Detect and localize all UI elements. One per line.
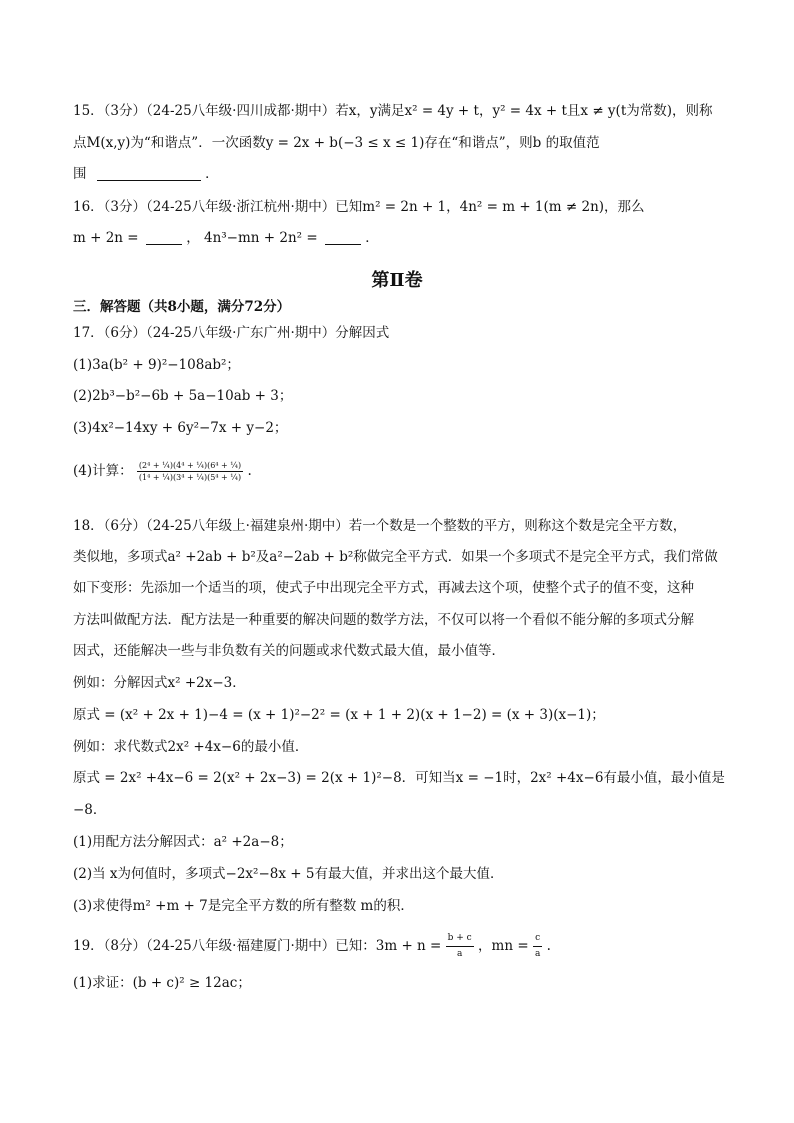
q16-line-1: 16．（3分）（24-25八年级·浙江杭州·期中）已知m² = 2n + 1，4n² = m + 1(m ≠ 2n)，那么: [73, 199, 645, 215]
q17-fraction: [137, 460, 243, 483]
section-title: 第Ⅱ卷: [371, 270, 423, 291]
q18-example-1: 例如：分解因式x² +2x−3．: [73, 675, 246, 691]
q19-end: .: [546, 938, 551, 954]
q18-line-3: 如下变形：先添加一个适当的项，使式子中出现完全平方式，再减去这个项，使整个式子的值不变，这种: [73, 580, 694, 596]
section-header: 三．解答题（共8小题，满分72分）: [73, 299, 291, 315]
q17-part-2: (2)2b³−b²−6b + 5a−10ab + 3；: [73, 388, 293, 404]
q16-answer-blank-2[interactable]: [325, 230, 361, 245]
q17-part-4: [73, 456, 733, 486]
q17-fraction-numerator: (2⁴ + ¼)(4⁴ + ¼)(6⁴ + ¼): [138, 461, 242, 470]
q19-fraction-1: [446, 931, 474, 962]
q15-answer-blank[interactable]: [97, 166, 201, 181]
q17-line-1: 17．（6分）（24-25八年级·广东广州·期中）分解因式: [73, 325, 390, 341]
q18-example-2-result: −8．: [73, 802, 107, 818]
q19-fraction-1-numerator: b + c: [446, 931, 474, 947]
q16-line-2: [73, 228, 733, 248]
q19-fraction-1-denominator: a: [457, 949, 463, 959]
q15-text-suffix: ．: [205, 166, 219, 182]
q16-separator: ，: [186, 230, 200, 246]
q19-fraction-2-denominator: a: [534, 949, 541, 959]
q17-part-4-end: .: [247, 463, 252, 479]
q18-example-1-solution: 原式 = (x² + 2x + 1)−4 = (x + 1)²−2² = (x + 1 + 2)(x + 1−2) = (x + 3)(x−1)；: [73, 707, 605, 723]
q18-line-2: 类似地，多项式a² +2ab + b²及a²−2ab + b²称做完全平方式．如果一个多项式不是完全平方式，我们常做: [73, 549, 718, 565]
q16-expr-1: m + 2n =: [73, 230, 139, 246]
q18-line-4: 方法叫做配方法．配方法是一种重要的解决问题的数学方法，不仅可以将一个看似不能分解的多项式分解: [73, 612, 694, 628]
q19-part-1: (1)求证：(b + c)² ≥ 12ac；: [73, 975, 251, 991]
q18-example-2: 例如：求代数式2x² +4x−6的最小值．: [73, 739, 309, 755]
q16-answer-blank-1[interactable]: [146, 230, 182, 245]
q18-part-2: (2)当 x为何值时，多项式−2x²−8x + 5有最大值，并求出这个最大值．: [73, 866, 504, 882]
q17-fraction-denominator: (1⁴ + ¼)(3⁴ + ¼)(5⁴ + ¼): [138, 473, 242, 482]
q18-part-1: (1)用配方法分解因式：a² +2a−8；: [73, 834, 293, 850]
q17-part-4-label: (4)计算：: [73, 463, 133, 479]
q18-example-2-solution: 原式 = 2x² +4x−6 = 2(x² + 2x−3) = 2(x + 1)²−8．可知当x = −1时，2x² +4x−6有最小值，最小值是: [73, 770, 725, 786]
q15-line-2: 点M(x,y)为“和谐点”．一次函数y = 2x + b(−3 ≤ x ≤ 1)存在“和谐点”，则b 的取值范: [73, 135, 600, 151]
q17-part-1: (1)3a(b² + 9)²−108ab²；: [73, 357, 240, 373]
q15-line-1: 15．（3分）（24-25八年级·四川成都·期中）若x，y满足x² = 4y + t，y² = 4x + t且x ≠ y(t为常数)，则称: [73, 103, 713, 119]
q19-prefix: 19．（8分）（24-25八年级·福建厦门·期中）已知：3m + n =: [73, 938, 442, 954]
q19-mid: ，mn =: [478, 938, 529, 954]
q15-line-3: [73, 164, 733, 184]
q19-fraction-2: [533, 931, 542, 962]
q18-line-5: 因式，还能解决一些与非负数有关的问题或求代数式最大值，最小值等．: [73, 643, 505, 659]
q19-fraction-2-numerator: c: [533, 931, 542, 947]
q15-text-prefix: 围: [73, 166, 87, 182]
q16-end: ．: [365, 230, 379, 246]
q16-expr-2: 4n³−mn + 2n² =: [203, 230, 318, 246]
q18-part-3: (3)求使得m² +m + 7是完全平方数的所有整数 m的积．: [73, 898, 414, 914]
q18-line-1: 18．（6分）（24-25八年级上·福建泉州·期中）若一个数是一个整数的平方，则称这个数是完全平方数，: [73, 518, 687, 534]
q19-line-1: [73, 931, 733, 962]
q17-part-3: (3)4x²−14xy + 6y²−7x + y−2；: [73, 420, 288, 436]
